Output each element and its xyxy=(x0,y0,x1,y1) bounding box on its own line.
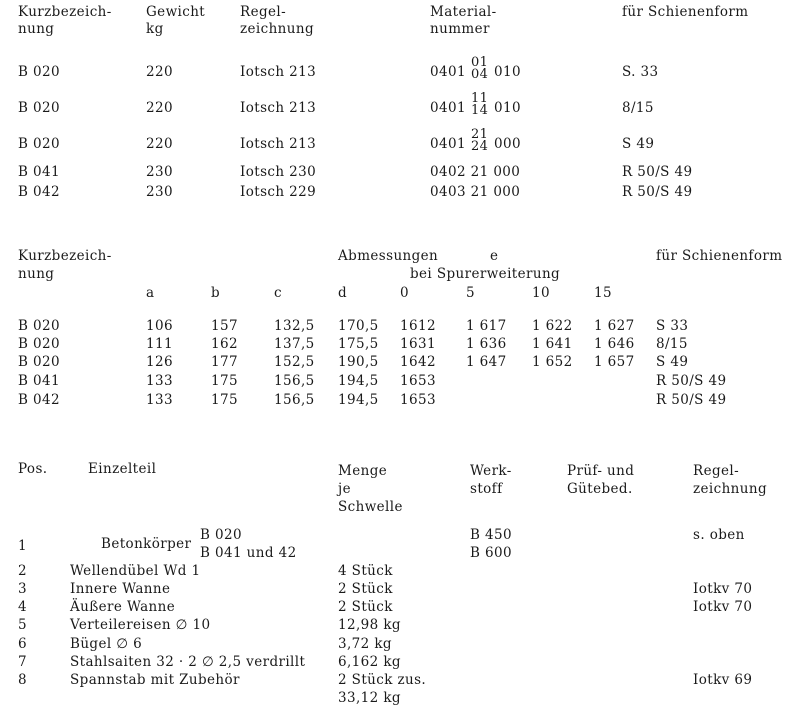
cell-materialnummer: 0401 xyxy=(430,136,466,152)
cell-kurzbezeichnung: B 020 xyxy=(18,136,60,152)
cell-b: 175 xyxy=(211,373,238,389)
cell-menge: 2 Stück xyxy=(338,599,393,615)
cell-materialnummer: 0401 xyxy=(430,100,466,116)
cell-e15: 1 627 xyxy=(594,318,635,334)
cell-e0: 1653 xyxy=(400,373,436,389)
cell-materialnummer: 010 xyxy=(494,64,521,80)
cell-d: 175,5 xyxy=(338,336,379,352)
cell-gewicht: 220 xyxy=(146,100,173,116)
cell-kurzbezeichnung: B 020 xyxy=(18,64,60,80)
cell-e0: 1653 xyxy=(400,392,436,408)
cell-materialnummer: 0402 21 000 xyxy=(430,164,521,180)
cell-menge: 33,12 kg xyxy=(338,690,401,706)
cell-a: 133 xyxy=(146,392,173,408)
header-col-d: d xyxy=(338,285,348,301)
cell-pos: 6 xyxy=(18,636,27,652)
header-abmessungen: Abmessungen xyxy=(338,248,439,264)
cell-d: 190,5 xyxy=(338,354,379,370)
cell-c: 152,5 xyxy=(274,354,315,370)
cell-schienenform: R 50/S 49 xyxy=(656,373,727,389)
cell-pos: 4 xyxy=(18,599,27,615)
cell-schienenform: R 50/S 49 xyxy=(622,164,693,180)
cell-a: 106 xyxy=(146,318,173,334)
cell-b: 162 xyxy=(211,336,238,352)
cell-e5: 1 636 xyxy=(466,336,507,352)
cell-regelzeichnung: Iotsch 230 xyxy=(240,164,317,180)
cell-c: 132,5 xyxy=(274,318,315,334)
cell-a: 126 xyxy=(146,354,173,370)
cell-menge: 6,162 kg xyxy=(338,654,401,670)
cell-kurzbezeichnung: B 020 xyxy=(18,318,60,334)
cell-materialnummer: 010 xyxy=(494,100,521,116)
cell-d: 194,5 xyxy=(338,373,379,389)
cell-b: 175 xyxy=(211,392,238,408)
header-pruef-guetebed: Gütebed. xyxy=(567,481,633,497)
cell-werkstoff: B 600 xyxy=(470,545,512,561)
cell-b: 177 xyxy=(211,354,238,370)
cell-e5: 1 617 xyxy=(466,318,507,334)
cell-e10: 1 622 xyxy=(532,318,573,334)
material-number-bottom: 04 xyxy=(471,67,489,82)
cell-e15: 1 646 xyxy=(594,336,635,352)
cell-a: 111 xyxy=(146,336,173,352)
cell-einzelteil-sub: B 020 xyxy=(200,527,242,543)
cell-materialnummer: 0403 21 000 xyxy=(430,184,521,200)
cell-e5: 1 647 xyxy=(466,354,507,370)
cell-materialnummer: 0401 xyxy=(430,64,466,80)
cell-einzelteil: Spannstab mit Zubehör xyxy=(70,672,240,688)
cell-gewicht: 220 xyxy=(146,136,173,152)
cell-d: 194,5 xyxy=(338,392,379,408)
cell-b: 157 xyxy=(211,318,238,334)
cell-e0: 1642 xyxy=(400,354,436,370)
cell-pos: 1 xyxy=(18,538,27,554)
header-menge: Schwelle xyxy=(338,499,403,515)
cell-regelzeichnung: s. oben xyxy=(693,527,745,543)
cell-menge: 12,98 kg xyxy=(338,617,401,633)
header-spurerweiterung: bei Spurerweiterung xyxy=(410,266,561,282)
header-gewicht: Gewicht xyxy=(146,4,206,20)
cell-c: 137,5 xyxy=(274,336,315,352)
cell-e0: 1631 xyxy=(400,336,436,352)
cell-einzelteil: Bügel ∅ 6 xyxy=(70,636,143,652)
cell-kurzbezeichnung: B 041 xyxy=(18,373,60,389)
material-number-stack xyxy=(471,57,488,81)
header-menge: Menge xyxy=(338,463,388,479)
cell-menge: 2 Stück zus. xyxy=(338,672,427,688)
cell-menge: 4 Stück xyxy=(338,563,393,579)
material-number-top: 01 xyxy=(471,55,489,70)
header-regelzeichnung: zeichnung xyxy=(693,481,768,497)
cell-regelzeichnung: Iotsch 213 xyxy=(240,64,317,80)
header-einzelteil: Einzelteil xyxy=(88,461,157,477)
cell-schienenform: R 50/S 49 xyxy=(656,392,727,408)
cell-gewicht: 230 xyxy=(146,164,173,180)
cell-c: 156,5 xyxy=(274,373,315,389)
header-kurzbezeichnung: nung xyxy=(18,266,55,282)
material-number-stack xyxy=(471,129,488,153)
cell-e10: 1 652 xyxy=(532,354,573,370)
cell-regelzeichnung: Iotkv 69 xyxy=(693,672,753,688)
cell-kurzbezeichnung: B 020 xyxy=(18,100,60,116)
header-regelzeichnung: Regel- xyxy=(693,463,740,479)
cell-regelzeichnung: Iotkv 70 xyxy=(693,581,753,597)
material-number-bottom: 14 xyxy=(471,103,489,118)
cell-pos: 3 xyxy=(18,581,27,597)
cell-regelzeichnung: Iotsch 213 xyxy=(240,100,317,116)
cell-gewicht: 230 xyxy=(146,184,173,200)
cell-einzelteil-sub: B 041 und 42 xyxy=(200,545,297,561)
cell-schienenform: S 49 xyxy=(622,136,655,152)
header-kurzbezeichnung: Kurzbezeich- xyxy=(18,4,112,20)
cell-einzelteil: Verteilereisen ∅ 10 xyxy=(70,617,211,633)
header-materialnummer: nummer xyxy=(430,21,490,37)
material-number-bottom: 24 xyxy=(471,139,489,154)
header-schienenform: für Schienenform xyxy=(622,4,749,20)
cell-e15: 1 657 xyxy=(594,354,635,370)
header-gewicht: kg xyxy=(146,21,164,37)
cell-regelzeichnung: Iotkv 70 xyxy=(693,599,753,615)
header-schienenform: für Schienenform xyxy=(656,248,783,264)
cell-kurzbezeichnung: B 020 xyxy=(18,336,60,352)
cell-regelzeichnung: Iotsch 229 xyxy=(240,184,317,200)
header-col-a: a xyxy=(146,285,155,301)
header-col-c: c xyxy=(274,285,282,301)
header-col-10: 10 xyxy=(532,285,550,301)
header-pruef-guetebed: Prüf- und xyxy=(567,463,635,479)
header-col-0: 0 xyxy=(400,285,409,301)
cell-einzelteil: Innere Wanne xyxy=(70,581,171,597)
cell-schienenform: S. 33 xyxy=(622,64,659,80)
cell-pos: 5 xyxy=(18,617,27,633)
header-werkstoff: stoff xyxy=(470,481,503,497)
cell-menge: 3,72 kg xyxy=(338,636,392,652)
header-pos: Pos. xyxy=(18,461,48,477)
cell-schienenform: 8/15 xyxy=(656,336,688,352)
header-e: e xyxy=(490,248,499,264)
material-number-stack xyxy=(471,93,488,117)
cell-e10: 1 641 xyxy=(532,336,573,352)
header-col-5: 5 xyxy=(466,285,475,301)
cell-d: 170,5 xyxy=(338,318,379,334)
header-kurzbezeichnung: nung xyxy=(18,21,55,37)
cell-schienenform: S 49 xyxy=(656,354,689,370)
cell-pos: 8 xyxy=(18,672,27,688)
cell-regelzeichnung: Iotsch 213 xyxy=(240,136,317,152)
cell-schienenform: R 50/S 49 xyxy=(622,184,693,200)
cell-gewicht: 220 xyxy=(146,64,173,80)
cell-menge: 2 Stück xyxy=(338,581,393,597)
cell-kurzbezeichnung: B 041 xyxy=(18,164,60,180)
cell-kurzbezeichnung: B 042 xyxy=(18,184,60,200)
cell-einzelteil: Wellendübel Wd 1 xyxy=(70,563,201,579)
cell-pos: 2 xyxy=(18,563,27,579)
header-col-15: 15 xyxy=(594,285,612,301)
cell-schienenform: S 33 xyxy=(656,318,689,334)
header-menge: je xyxy=(338,481,351,497)
cell-schienenform: 8/15 xyxy=(622,100,654,116)
cell-kurzbezeichnung: B 042 xyxy=(18,392,60,408)
header-regelzeichnung: Regel- xyxy=(240,4,287,20)
cell-materialnummer: 000 xyxy=(494,136,521,152)
material-number-top: 21 xyxy=(471,127,489,142)
cell-einzelteil: Stahlsaiten 32 · 2 ∅ 2,5 verdrillt xyxy=(70,654,306,670)
cell-kurzbezeichnung: B 020 xyxy=(18,354,60,370)
header-col-b: b xyxy=(211,285,221,301)
cell-pos: 7 xyxy=(18,654,27,670)
header-materialnummer: Material- xyxy=(430,4,497,20)
cell-einzelteil: Betonkörper xyxy=(101,536,192,552)
cell-werkstoff: B 450 xyxy=(470,527,512,543)
cell-e0: 1612 xyxy=(400,318,436,334)
header-regelzeichnung: zeichnung xyxy=(240,21,315,37)
cell-a: 133 xyxy=(146,373,173,389)
header-kurzbezeichnung: Kurzbezeich- xyxy=(18,248,112,264)
cell-einzelteil: Äußere Wanne xyxy=(70,599,176,615)
cell-c: 156,5 xyxy=(274,392,315,408)
header-werkstoff: Werk- xyxy=(470,463,512,479)
material-number-top: 11 xyxy=(471,91,489,106)
